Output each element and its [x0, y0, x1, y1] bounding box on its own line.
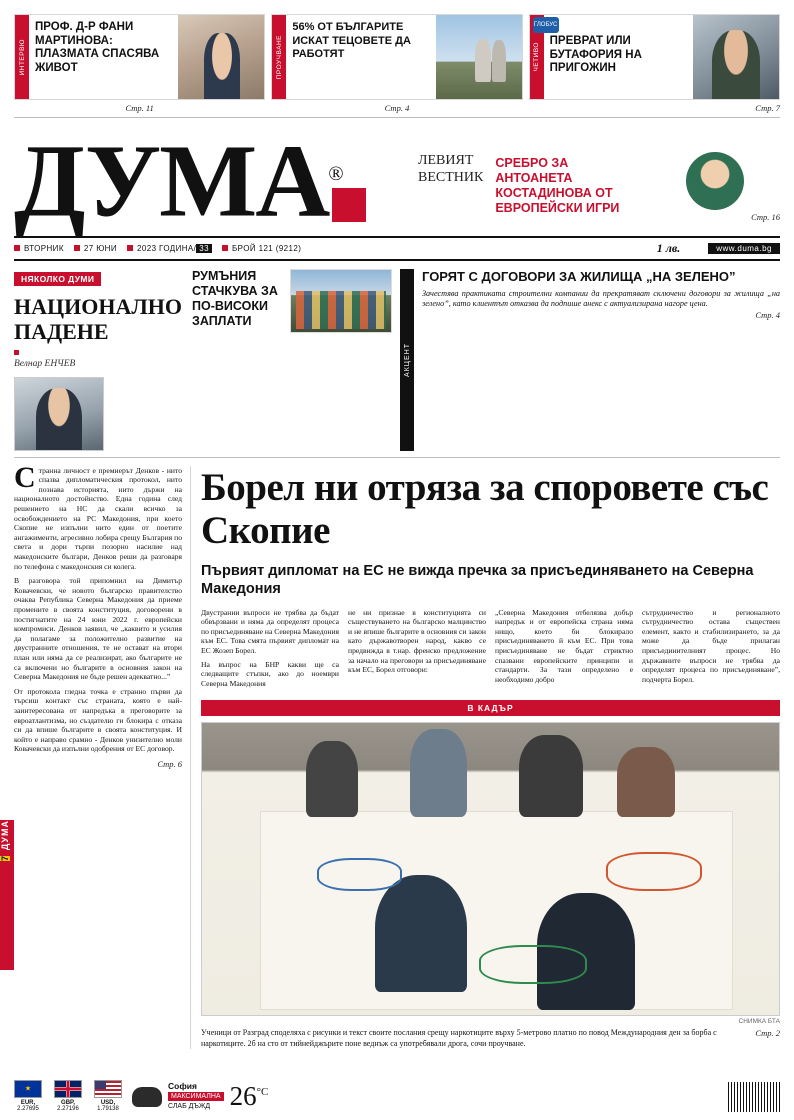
top-teaser-strip	[14, 14, 780, 100]
opinion-column	[14, 269, 182, 451]
accent-block[interactable]	[400, 269, 780, 451]
weekday-label: ВТОРНИК	[24, 243, 64, 253]
mid-box	[192, 269, 780, 451]
section-badge-v-kadar: В КАДЪР	[201, 700, 780, 716]
temp-value: 26	[229, 1081, 257, 1111]
rate-value: 1.79138	[97, 1106, 119, 1112]
teaser-page-ref: Стр. 11	[125, 103, 154, 113]
lead-headline[interactable]: Борел ни отряза за споровете със Скопие	[201, 465, 769, 552]
red-square-mark	[332, 188, 366, 222]
weather-city: София	[168, 1081, 197, 1091]
lead-paragraph: не ни признае в конституцията си съществуването на българско малцинство и не впише българите в основния си закон като държавотворен народ, какво се предвижда в т.нар. френско предложение за начало на преговори за присъединяване към ЕС, Борел отговори:	[348, 607, 486, 675]
lead-body-columns	[201, 608, 780, 693]
weather-temp	[230, 1081, 269, 1112]
author-portrait	[14, 377, 104, 451]
currency-rates	[14, 1080, 122, 1112]
issue-label: БРОЙ 121 (9212)	[231, 243, 302, 253]
photo-caption: Ученици от Разград споделяха с рисунки и текст своите послания срещу наркотиците върху 5-метрово платно по повод Международния ден за борба с наркотиците. 2б на сто от тийнейджърите поне веднъж са употребявали дрога, сочи проучване.	[201, 1028, 717, 1048]
opinion-paragraph: Странна личност е премиерът Денков - нито спазва дипломатическия протокол, нито познава историята, нито държи на националното достойнство. Една година след решението на НС да скали всичко за освобождението на РС Македония, при което Скопие не изпълни нито един от поетите ангажименти, агресивно лобира срещу България по света и дори търпи позорно насилие над македонските българи, Денков реши да разговаря по телефона с македонския си колега.	[14, 460, 182, 571]
teaser-title: 56% ОТ БЪЛГАРИТЕ ИСКАТ ТЕЦОВЕТЕ ДА РАБОТЯТ	[292, 21, 411, 60]
year-label: 2023 ГОДИНА/	[137, 243, 197, 253]
opinion-author: Велнар ЕНЧЕВ	[14, 358, 76, 369]
weather-badge: МАКСИМАЛНА	[168, 1092, 224, 1101]
teaser-interview[interactable]	[14, 14, 265, 100]
rate-value: 2.27695	[17, 1106, 39, 1112]
registered-icon: ®	[328, 163, 342, 185]
weather-widget	[132, 1081, 268, 1112]
weather-condition: СЛАБ ДЪЖД	[168, 1103, 211, 1110]
rate-currency: USD,	[100, 1100, 116, 1106]
uk-flag-icon	[54, 1080, 82, 1098]
opinion-kicker: НЯКОЛКО ДУМИ	[14, 272, 101, 286]
romania-title: РУМЪНИЯ СТАЧКУВА ЗА ПО-ВИСОКИ ЗАПЛАТИ	[192, 268, 278, 328]
accent-tab	[400, 269, 414, 451]
rate-currency: EUR,	[20, 1100, 36, 1106]
rate-currency: GBP,	[61, 1100, 75, 1106]
website-link[interactable]: www.duma.bg	[708, 243, 780, 254]
rate-value: 2.27196	[57, 1106, 79, 1112]
cloud-icon	[132, 1087, 162, 1107]
barcode	[728, 1082, 780, 1112]
romania-teaser[interactable]	[192, 269, 392, 451]
teaser-title: ПРОФ. Д-Р ФАНИ МАРТИНОВА: ПЛАЗМАТА СПАСЯВА ЖИВОТ	[35, 21, 160, 74]
tagline-line-1: ЛЕВИЯТ	[418, 153, 474, 168]
red-dot-icon	[14, 350, 19, 355]
bottom-bar	[14, 1080, 780, 1112]
tagline	[418, 152, 483, 186]
promo-title: СРЕБРО ЗА АНТОАНЕТА КОСТАДИНОВА ОТ ЕВРОПЕЙСКИ ИГРИ	[495, 156, 620, 215]
teaser-tab-label: ПРОУЧВАНЕ	[275, 34, 283, 80]
logo-wrap[interactable]	[14, 123, 414, 239]
teaser-page-ref: Стр. 7	[755, 103, 780, 113]
photo-caption-row	[201, 1028, 780, 1049]
teaser-reading[interactable]	[529, 14, 780, 100]
logo-text: ДУМА	[14, 123, 329, 239]
price-label: 1 лв.	[656, 240, 681, 255]
accent-page-ref: Стр. 4	[755, 309, 780, 320]
teaser-tab-label: ЧЕТИВО	[533, 42, 541, 72]
masthead-promo[interactable]	[483, 156, 780, 222]
tagline-line-2: ВЕСТНИК	[418, 170, 484, 185]
teaser-survey[interactable]	[271, 14, 522, 100]
teaser-tab-survey	[272, 15, 286, 99]
eu-flag-icon	[14, 1080, 42, 1098]
opinion-paragraph: От протокола гледна точка е странно първи да търсиш контакт със страната, която е най-заинтересована от напредъка в преговорите за евроатлантизма, но създателю ги блокира с отказа си да впише българите в своята конституция. И който е направо срамно - Денков унизително моли Ковачевски да изпълни одобрения от ЕС договор.	[14, 686, 182, 754]
portrait-doctor-photo	[178, 15, 264, 99]
power-plant-photo	[436, 15, 522, 99]
protest-crowd-photo	[290, 269, 392, 333]
us-flag-icon	[94, 1080, 122, 1098]
opinion-paragraph: В разговора той припомнил на Димитър Ковачевски, че новото българско правителство очаква Република Северна Македония да приеме промените в своята конституция, договорени в постигнатите на 24 юни 2022 г. европейски компромиси. Денков заявил, че „каквито и усилия да полагаме за положително развитие на двустранните отношения, те не остават на втори план или няма да се реализират, ако българите не са включени но българите в основния закон на Северна Македония не бъде решен адекватно...”	[14, 576, 182, 682]
lead-story	[201, 466, 780, 1050]
rate-usd	[94, 1080, 122, 1112]
accent-text: Зачестява практиката строителни компании да прекратяват сключени договори за жилища „на зелено”, като клиентът отказва да подпише анекс с актуализирана нагоре цена.	[422, 288, 780, 309]
teaser-tab-interview	[15, 15, 29, 99]
issue	[222, 244, 301, 253]
athlete-avatar	[686, 152, 744, 210]
lead-paragraph: сътрудничество и регионалното сътрудничество остава съществен елемент, както и стабилизирането, за да може да бъде прилаган присъединителният процес. Но държавните въпроси не трябва да определят процеса по присъединяване”, подчерта Борел.	[642, 607, 780, 684]
lead-paragraph: На въпрос на БНР какви ще са следващите стъпки, ако до ноември Северна Македония	[201, 659, 339, 688]
lead-subhead: Първият дипломат на ЕС не вижда пречка за присъединяването на Северна Македония	[201, 562, 754, 597]
teaser-title: ПРЕВРАТ ИЛИ БУТАФОРИЯ НА ПРИГОЖИН	[549, 35, 642, 74]
main-content	[14, 460, 780, 1050]
year	[127, 244, 212, 253]
lead-column	[495, 608, 633, 693]
lead-paragraph: „Северна Македония отбелязва добър напредък и от европейска страна няма нищо, което би блокирало присъединяването й към ЕС. При това присъединяване не бъдат стриктно спазвани европейските принципи и стандарти. За тази определено е необходимо добро	[495, 607, 633, 684]
globus-badge: ГЛОБУС	[533, 17, 559, 33]
photo-page-ref: Стр. 2	[755, 1028, 780, 1039]
date-bar	[14, 236, 780, 261]
page-spine	[0, 820, 14, 970]
opinion-page-ref: Стр. 6	[157, 758, 182, 769]
accent-title: ГОРЯТ С ДОГОВОРИ ЗА ЖИЛИЩА „НА ЗЕЛЕНО”	[422, 268, 736, 284]
date	[74, 244, 117, 253]
teaser-page-refs	[14, 103, 780, 113]
lead-paragraph: Двустранни въпроси не трябва да бъдат обвързвани и няма да определят процеса по присъединяване на Северна Македония към ЕС. Това смята първият дипломат на ЕС Жозеп Борел.	[201, 607, 339, 656]
prigozhin-photo	[693, 15, 779, 99]
main-photo-children-drawing	[201, 722, 780, 1016]
spine-title: ДУМА	[0, 820, 10, 851]
teaser-page-ref: Стр. 4	[384, 103, 410, 113]
date-label: 27 ЮНИ	[83, 243, 118, 253]
accent-tab-label: АКЦЕНТ	[403, 342, 411, 377]
teaser-tab-label: ИНТЕРВЮ	[18, 38, 26, 76]
photo-credit: СНИМКА БТА	[738, 1018, 780, 1026]
secondary-strip	[14, 269, 780, 451]
lead-column	[348, 608, 486, 693]
masthead	[14, 123, 780, 239]
divider	[14, 117, 780, 118]
opinion-title[interactable]: НАЦИОНАЛНО ПАДЕНЕ	[14, 293, 182, 344]
lead-column	[642, 608, 780, 693]
temp-unit: °C	[256, 1086, 269, 1098]
spine-year: 7	[0, 856, 10, 862]
weekday	[14, 244, 64, 253]
opinion-body	[14, 460, 191, 1050]
rate-eur	[14, 1080, 42, 1112]
promo-page-ref: Стр. 16	[751, 212, 780, 222]
rate-gbp	[54, 1080, 82, 1112]
year-number: 33	[196, 244, 212, 253]
lead-column	[201, 608, 339, 693]
